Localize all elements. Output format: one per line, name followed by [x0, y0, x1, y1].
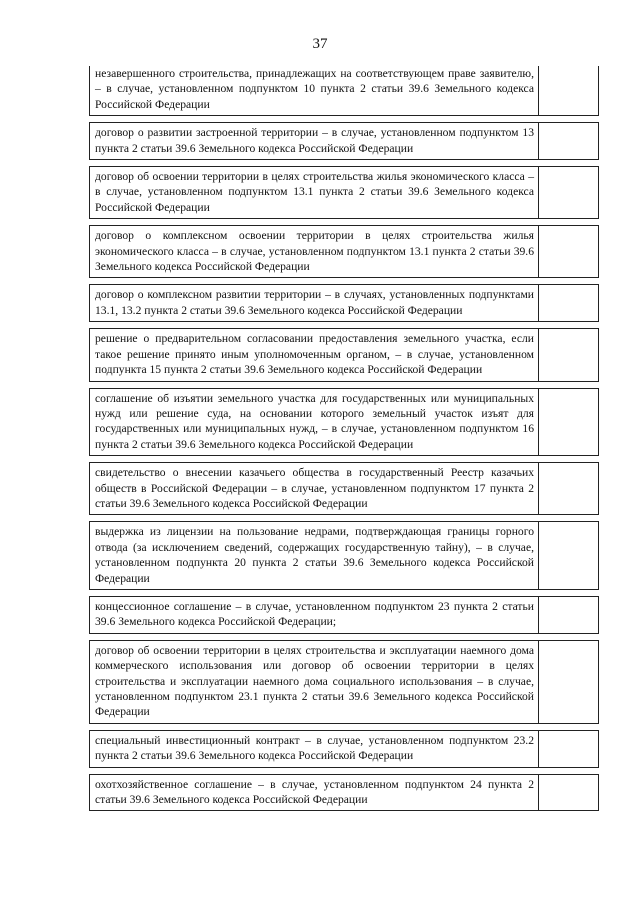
- mark-cell: [539, 463, 598, 514]
- page-number: 37: [312, 36, 328, 52]
- document-name-cell: выдержка из лицензии на пользование недрами, подтверждающая границы горного отвода (за исключением сведений, содержащих государственную тайну), – в случае, установленном подпункта 20 пункта 2 статьи 39.6 Земельного кодекса Российской Федерации: [90, 522, 539, 589]
- document-name-cell: специальный инвестиционный контракт – в случае, установленном подпунктом 23.2 пункта 2 статьи 39.6 Земельного кодекса Российской Федерации: [90, 731, 539, 767]
- document-name-cell: договор о комплексном развитии территории – в случаях, установленных подпунктами 13.1, 13.2 пункта 2 статьи 39.6 Земельного кодекса Российской Федерации: [90, 285, 539, 321]
- table-row: [89, 521, 599, 590]
- table-row: [89, 166, 599, 219]
- document-table: [89, 66, 599, 811]
- mark-cell: [539, 329, 598, 380]
- document-name-cell: договор об освоении территории в целях строительства жилья экономического класса – в случае, установленном подпунктом 13.1 пункта 2 статьи 39.6 Земельного кодекса Российской Федерации: [90, 167, 539, 218]
- mark-cell: [539, 226, 598, 277]
- table-row: [89, 730, 599, 768]
- mark-cell: [539, 285, 598, 321]
- mark-cell: [539, 167, 598, 218]
- table-row: [89, 596, 599, 634]
- table-row: [89, 225, 599, 278]
- mark-cell: [539, 123, 598, 159]
- document-name-cell: договор о комплексном освоении территории в целях строительства жилья экономического класса – в случае, установленном подпунктом 13.1 пункта 2 статьи 39.6 Земельного кодекса Российской Федерации: [90, 226, 539, 277]
- document-name-cell: договор об освоении территории в целях строительства и эксплуатации наемного дома коммерческого использования или договор об освоении территории в целях строительства и эксплуатации наемного дома социального использования – в случае, установленном подпунктом 23.1 пункта 2 статьи 39.6 Земельного кодекса Российской Федерации: [90, 641, 539, 723]
- table-row: [89, 122, 599, 160]
- document-name-cell: договор о развитии застроенной территории – в случае, установленном подпунктом 13 пункта 2 статьи 39.6 Земельного кодекса Российской Федерации: [90, 123, 539, 159]
- mark-cell: [539, 66, 598, 115]
- document-name-cell: соглашение об изъятии земельного участка для государственных или муниципальных нужд или решение суда, на основании которого земельный участок изъят для государственных или муниципальных нужд, – в случае, установленном подпунктом 16 пункта 2 статьи 39.6 Земельного кодекса Российской Федерации: [90, 389, 539, 456]
- mark-cell: [539, 522, 598, 589]
- mark-cell: [539, 731, 598, 767]
- document-name-cell: охотхозяйственное соглашение – в случае, установленном подпунктом 24 пункта 2 статьи 39.6 Земельного кодекса Российской Федерации: [90, 775, 539, 811]
- document-name-cell: концессионное соглашение – в случае, установленном подпунктом 23 пункта 2 статьи 39.6 Земельного кодекса Российской Федерации;: [90, 597, 539, 633]
- table-row: [89, 774, 599, 812]
- mark-cell: [539, 641, 598, 723]
- table-row: [89, 462, 599, 515]
- table-row: [89, 640, 599, 724]
- table-row: [89, 284, 599, 322]
- document-name-cell: решение о предварительном согласовании предоставления земельного участка, если такое решение принято иным уполномоченным органом, – в случае, установленном подпункта 15 пункта 2 статьи 39.6 Земельного кодекса Российской Федерации: [90, 329, 539, 380]
- table-row: [89, 66, 599, 116]
- document-name-cell: незавершенного строительства, принадлежащих на соответствующем праве заявителю, – в случае, установленном подпунктом 10 пункта 2 статьи 39.6 Земельного кодекса Российской Федерации: [90, 66, 539, 115]
- mark-cell: [539, 389, 598, 456]
- mark-cell: [539, 597, 598, 633]
- document-name-cell: свидетельство о внесении казачьего общества в государственный Реестр казачьих обществ в Российской Федерации – в случае, установленном подпунктом 17 пункта 2 статьи 39.6 Земельного кодекса Российской Федерации: [90, 463, 539, 514]
- mark-cell: [539, 775, 598, 811]
- table-row: [89, 388, 599, 457]
- table-row: [89, 328, 599, 381]
